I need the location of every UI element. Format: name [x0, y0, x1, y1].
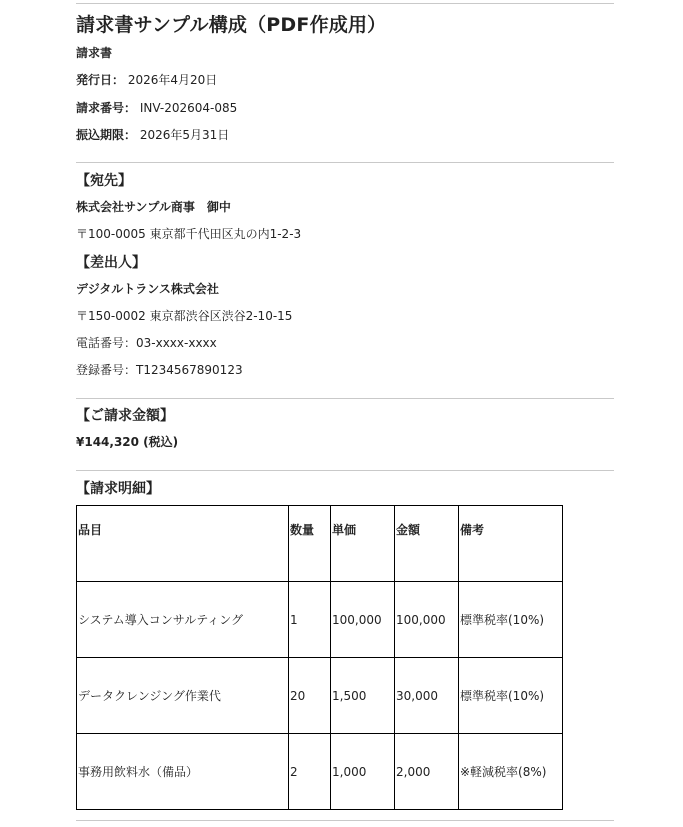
recipient-heading: 【宛先】 [76, 173, 132, 189]
cell-amount: 30,000 [395, 658, 459, 734]
cell-quantity: 20 [289, 658, 331, 734]
cell-remarks: 標準税率(10%) [459, 658, 563, 734]
column-header-unit-price: 単価 [331, 506, 395, 582]
page-title: 請求書サンプル構成（PDF作成用） [76, 14, 387, 36]
cell-item: システム導入コンサルティング [77, 582, 289, 658]
cell-remarks: ※軽減税率(8%) [459, 734, 563, 810]
amount-value: ¥144,320 (税込) [76, 435, 179, 449]
divider [76, 820, 614, 821]
column-header-item: 品目 [77, 506, 289, 582]
doc-label: 請求書 [76, 46, 113, 60]
invoice-number [76, 99, 237, 116]
table-row [77, 734, 563, 810]
issue-date [76, 71, 217, 88]
cell-amount: 2,000 [395, 734, 459, 810]
cell-unit-price: 1,500 [331, 658, 395, 734]
divider [76, 162, 614, 163]
column-header-quantity: 数量 [289, 506, 331, 582]
column-header-remarks: 備考 [459, 506, 563, 582]
cell-item: 事務用飲料水（備品） [77, 734, 289, 810]
recipient-name: 株式会社サンプル商事 御中 [76, 200, 231, 214]
issue-date-value: 2026年4月20日 [127, 73, 218, 87]
sender-heading: 【差出人】 [76, 255, 146, 271]
cell-remarks: 標準税率(10%) [459, 582, 563, 658]
sender-registration: 登録番号：T1234567890123 [76, 363, 243, 377]
divider [76, 470, 614, 471]
details-table [76, 505, 563, 810]
payment-due-value: 2026年5月31日 [139, 128, 230, 142]
payment-due [76, 126, 229, 143]
table-row [77, 658, 563, 734]
divider [76, 398, 614, 399]
invoice-number-value: INV-202604-085 [139, 101, 238, 115]
details-heading: 【請求明細】 [76, 481, 160, 497]
cell-unit-price: 1,000 [331, 734, 395, 810]
amount-heading: 【ご請求金額】 [76, 408, 174, 424]
table-header-row [77, 506, 563, 582]
issue-date-key: 発行日： [76, 73, 125, 87]
recipient-address: 〒100-0005 東京都千代田区丸の内1-2-3 [76, 227, 302, 241]
invoice-number-key: 請求番号： [76, 101, 137, 115]
sender-address: 〒150-0002 東京都渋谷区渋谷2-10-15 [76, 309, 293, 323]
table-row [77, 582, 563, 658]
sender-name: デジタルトランス株式会社 [76, 282, 219, 296]
cell-quantity: 1 [289, 582, 331, 658]
cell-unit-price: 100,000 [331, 582, 395, 658]
cell-quantity: 2 [289, 734, 331, 810]
cell-item: データクレンジング作業代 [77, 658, 289, 734]
payment-due-key: 振込期限： [76, 128, 137, 142]
divider [76, 3, 614, 4]
sender-phone: 電話番号：03-xxxx-xxxx [76, 336, 217, 350]
column-header-amount: 金額 [395, 506, 459, 582]
cell-amount: 100,000 [395, 582, 459, 658]
